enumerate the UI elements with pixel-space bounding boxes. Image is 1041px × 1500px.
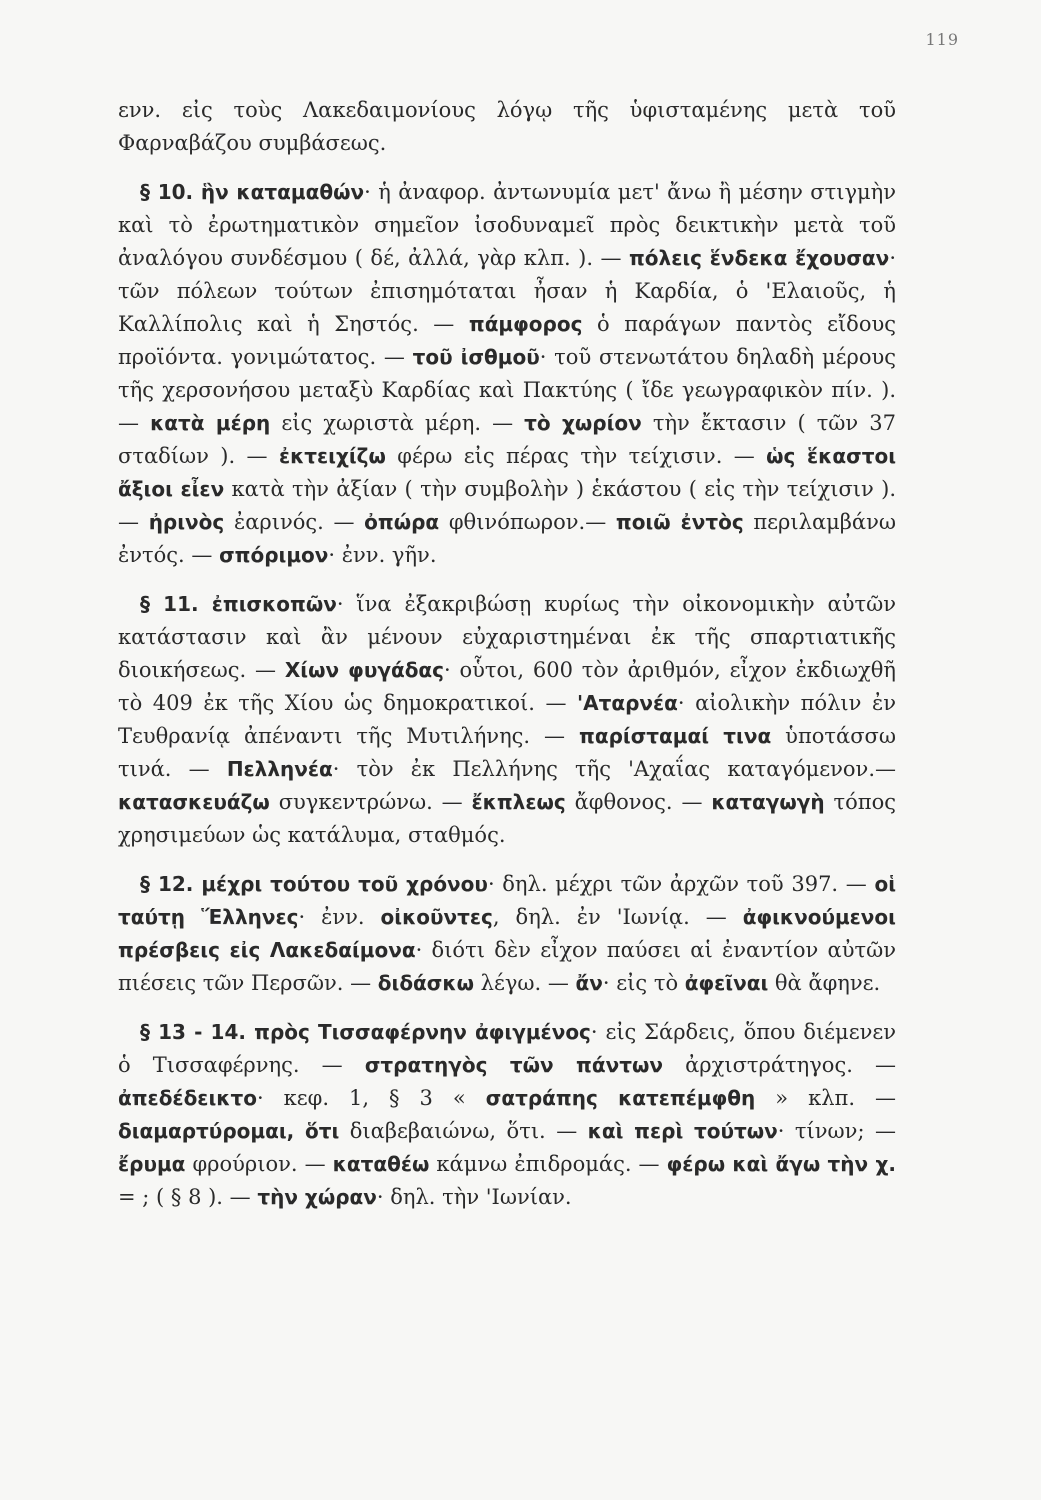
- lemma-term: ὀπώρα: [364, 510, 440, 534]
- lemma-term: παρίσταμαί τινα: [579, 724, 772, 748]
- gloss-text: · ἡ ἀναφορ. ἀντωνυμία μετ' ἄνω ἢ μέσην στιγμὴν καὶ τὸ ἐρωτηματικὸν σημεῖον ἰσοδυναμεῖ πρὸς δεικτικὴν μετὰ τοῦ ἀναλόγου συνδέσμου ( δέ, ἀλλά, γὰρ κλπ. ). —: [118, 180, 897, 270]
- gloss-text: · εἰς τὸ: [602, 971, 685, 995]
- gloss-text: τόπος χρησιμεύων ὡς κατάλυμα, σταθμός.: [118, 790, 896, 847]
- lemma-term: τοῦ ἰσθμοῦ: [412, 345, 540, 369]
- lemma-term: μέχρι τούτου τοῦ χρόνου: [201, 872, 488, 896]
- lemma-term: καταθέω: [332, 1152, 430, 1176]
- lemma-term: πόλεις ἕνδεκα ἔχουσαν: [628, 246, 890, 270]
- lemma-term: Πελληνέα: [226, 757, 333, 781]
- gloss-text: = ; ( § 8 ). —: [118, 1185, 258, 1209]
- lemma-term: σπόριμον: [219, 543, 329, 567]
- lemma-term: κατὰ μέρη: [150, 411, 271, 435]
- lemma-term: ἄν: [575, 971, 603, 995]
- gloss-text: · κεφ. 1, § 3 «: [256, 1086, 486, 1110]
- gloss-text: φέρω εἰς πέρας τὴν τείχισιν. —: [385, 444, 767, 468]
- section-number: § 12.: [140, 872, 202, 896]
- gloss-text: · τὸν ἐκ Πελλήνης τῆς 'Αχαΐας καταγόμενον.—: [332, 757, 896, 781]
- gloss-text: ἐαρινός. —: [224, 510, 365, 534]
- lemma-term: ἐκτειχίζω: [278, 444, 386, 468]
- section-number: § 11.: [140, 592, 212, 616]
- gloss-text: συγκεντρώνω. —: [269, 790, 472, 814]
- gloss-text: · δηλ. τὴν 'Ιωνίαν.: [376, 1185, 572, 1209]
- paragraph-s10: [118, 176, 896, 572]
- main-text: [118, 94, 896, 1214]
- gloss-text: · τῶν πόλεων τούτων ἐπισημόταται ἦσαν ἡ Καρδία, ὁ 'Ελαιοῦς, ἡ Καλλίπολις καὶ ἡ Σηστός. —: [118, 246, 896, 336]
- paragraph-intro: [118, 94, 896, 160]
- section-number: § 10.: [140, 180, 201, 204]
- gloss-text: ὁ παράγων παντὸς εἴδους προϊόντα. γονιμώτατος. —: [118, 312, 896, 369]
- gloss-text: θὰ ἄφηνε.: [768, 971, 881, 995]
- lemma-term: ἀπεδέδεικτο: [118, 1086, 257, 1110]
- gloss-text: · τίνων; —: [777, 1119, 896, 1143]
- lemma-term: ἐπισκοπῶν: [211, 592, 337, 616]
- lemma-term: διδάσκω: [377, 971, 474, 995]
- lemma-term: ἠρινὸς: [148, 510, 225, 534]
- gloss-text: , δηλ. ἐν 'Ιωνίᾳ. —: [492, 905, 743, 929]
- gloss-text: φρούριον. —: [185, 1152, 333, 1176]
- lemma-term: τὴν χώραν: [257, 1185, 377, 1209]
- gloss-text: ἄφθονος. —: [565, 790, 712, 814]
- lemma-term: στρατηγὸς τῶν πάντων: [364, 1053, 663, 1077]
- gloss-text: εἰς χωριστὰ μέρη. —: [270, 411, 525, 435]
- lemma-term: ἣν καταμαθών: [200, 180, 365, 204]
- page-number: 119: [925, 30, 959, 49]
- lemma-term: 'Αταρνέα: [576, 691, 678, 715]
- lemma-term: καὶ περὶ τούτων: [587, 1119, 778, 1143]
- lemma-term: καταγωγὴ: [711, 790, 825, 814]
- gloss-text: κάμνω ἐπιδρομάς. —: [429, 1152, 667, 1176]
- lemma-term: πρὸς Τισσαφέρνην ἀφιγμένος: [254, 1020, 591, 1044]
- gloss-text: τὴν ἔκτασιν ( τῶν 37 σταδίων ). —: [118, 411, 896, 468]
- lemma-term: ὡς ἕκαστοι ἄξιοι εἶεν: [118, 444, 897, 501]
- lemma-term: ἀφεῖναι: [684, 971, 769, 995]
- lemma-term: ἀφικνούμενοι πρέσβεις εἰς Λακεδαίμονα: [118, 905, 896, 962]
- gloss-text: · ἐνν.: [298, 905, 381, 929]
- lemma-term: διαμαρτύρομαι, ὅτι: [118, 1119, 340, 1143]
- gloss-text: φθινόπωρον.—: [439, 510, 616, 534]
- gloss-text: ὑποτάσσω τινά. —: [118, 724, 896, 781]
- gloss-text: · τοῦ στενωτάτου δηλαδὴ μέρους τῆς χερσονήσου μεταξὺ Καρδίας καὶ Πακτύης ( ἴδε γεωγραφικὸν πίν. ).—: [118, 345, 896, 435]
- gloss-text: · διότι δὲν εἶχον παύσει αἱ ἐναντίον αὐτῶν πιέσεις τῶν Περσῶν. —: [118, 938, 896, 995]
- gloss-text: διαβεβαιώνω, ὅτι. —: [339, 1119, 588, 1143]
- lemma-term: κατασκευάζω: [118, 790, 270, 814]
- paragraph-s11: [118, 588, 896, 852]
- lemma-term: πάμφορος: [468, 312, 583, 336]
- lemma-term: ποιῶ ἐντὸς: [615, 510, 744, 534]
- gloss-text: λέγω. —: [473, 971, 576, 995]
- gloss-text: · δηλ. μέχρι τῶν ἀρχῶν τοῦ 397. —: [487, 872, 875, 896]
- lemma-term: οἰκοῦντες: [380, 905, 493, 929]
- lemma-term: ἔρυμα: [118, 1152, 186, 1176]
- gloss-text: κατὰ τὴν ἀξίαν ( τὴν συμβολὴν ) ἑκάστου ( εἰς τὴν τείχισιν ). —: [118, 477, 897, 534]
- gloss-text: · οὗτοι, 600 τὸν ἀριθμόν, εἶχον ἐκδιωχθῆ τὸ 409 ἐκ τῆς Χίου ὡς δημοκρατικοί. —: [118, 658, 896, 715]
- lemma-term: ἔκπλεως: [471, 790, 566, 814]
- gloss-text: · ἐνν. γῆν.: [328, 543, 437, 567]
- lemma-term: οἱ ταύτῃ Ἕλληνες: [118, 872, 896, 929]
- gloss-text: ενν. εἰς τοὺς Λακεδαιμονίους λόγῳ τῆς ὑφισταμένης μετὰ τοῦ Φαρναβάζου συμβάσεως.: [118, 98, 896, 155]
- gloss-text: ἀρχιστράτηγος. —: [662, 1053, 896, 1077]
- gloss-text: » κλπ. —: [755, 1086, 896, 1110]
- lemma-term: Χίων φυγάδας: [284, 658, 445, 682]
- gloss-text: · ἵνα ἐξακριβώσῃ κυρίως τὴν οἰκονομικὴν αὐτῶν κατάστασιν καὶ ἂν μένουν εὐχαριστημέναι ἐκ τῆς σπαρτιατικῆς διοικήσεως. —: [118, 592, 897, 682]
- gloss-text: · εἰς Σάρδεις, ὅπου διέμενεν ὁ Τισσαφέρνης. —: [118, 1020, 896, 1077]
- section-number: § 13 - 14.: [140, 1020, 255, 1044]
- lemma-term: σατράπης κατεπέμφθη: [485, 1086, 756, 1110]
- paragraph-s12: [118, 868, 896, 1000]
- paragraph-s13: [118, 1016, 896, 1214]
- gloss-text: · αἰολικὴν πόλιν ἐν Τευθρανίᾳ ἀπέναντι τῆς Μυτιλήνης. —: [118, 691, 896, 748]
- lemma-term: φέρω καὶ ἄγω τὴν χ.: [666, 1152, 896, 1176]
- gloss-text: περιλαμβάνω ἐντός. —: [118, 510, 896, 567]
- lemma-term: τὸ χωρίον: [524, 411, 642, 435]
